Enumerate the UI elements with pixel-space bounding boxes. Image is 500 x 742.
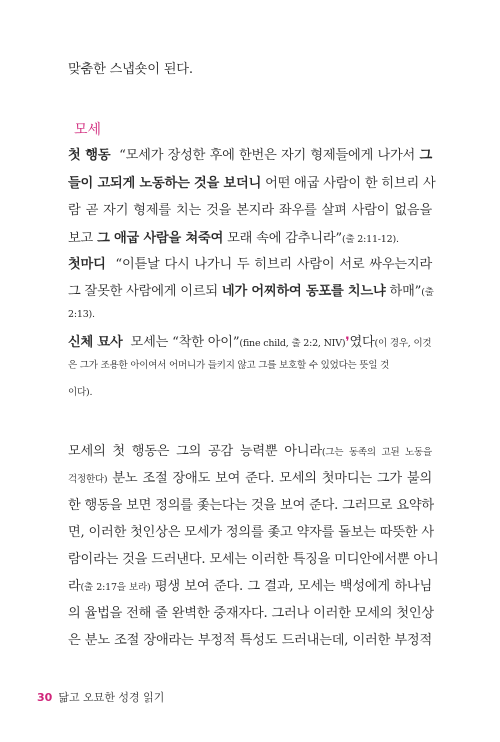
section-heading: 모세 [74,122,102,138]
first-act-label: 첫 행동 [68,148,111,163]
physical-line-1: 신체 묘사 모세는 “착한 아이”(fine child, 출 2:2, NIV)❜였다(이 경우, 이것 [68,335,432,350]
body-line-5: 람이라는 것을 드러낸다. 모세는 이러한 특징을 미디안에서뿐 아니 [68,552,439,567]
body-line-1: 모세의 첫 행동은 그의 공감 능력뿐 아니라(그는 동족의 고된 노동을 [68,444,432,459]
quote-mark-icon: ❜ [345,335,350,350]
first-words-label: 첫마디 [68,257,106,272]
first-words-reference: 2:13). [68,309,95,320]
first-act-line-2: 들이 고되게 노동하는 것을 보더니 어떤 애굽 사람이 한 히브리 사 [68,176,436,191]
running-title: 닮고 오묘한 성경 읽기 [58,691,165,704]
body-line-6: 라(출 2:17을 보라) 평생 보여 준다. 그 결과, 모세는 백성에게 하나님 [68,579,432,594]
first-words-line-2: 그 잘못한 사람에게 이르되 네가 어찌하여 동포를 치느냐 하매”(출 [68,284,434,299]
opening-line: 맞춤한 스냅숏이 된다. [68,62,193,77]
page-footer [37,689,164,705]
page-number: 30 [37,691,53,704]
physical-note-line-3: 이다). [68,387,93,398]
body-line-4: 면, 이러한 첫인상은 모세가 정의를 좇고 약자를 돌보는 따뜻한 사 [68,525,434,540]
body-line-7: 의 율법을 전해 줄 완벽한 중재자다. 그러나 이러한 모세의 첫인상 [68,606,434,621]
body-line-2: 걱정한다) 분노 조절 장애도 보여 준다. 모세의 첫마디는 그가 불의 [68,471,432,486]
first-words-line-1: 첫마디 “이튿날 다시 나가니 두 히브리 사람이 서로 싸우는지라 [68,257,432,272]
first-act-line-1: 첫 행동 “모세가 장성한 후에 한번은 자기 형제들에게 나가서 그 [68,148,432,163]
physical-label: 신체 묘사 [68,335,123,350]
body-line-8: 은 분노 조절 장애라는 부정적 특성도 드러내는데, 이러한 부정적 [68,633,432,648]
physical-note-line-2: 은 그가 조용한 아이여서 어머니가 들키지 않고 그를 보호할 수 있었다는 뜻일 것 [68,360,390,371]
first-act-reference: (출 2:11-12). [341,234,399,245]
first-act-line-4: 보고 그 애굽 사람을 쳐죽여 모래 속에 감추니라”(출 2:11-12). [68,231,399,246]
first-act-line-3: 람 곧 자기 형제를 치는 것을 본지라 좌우를 살펴 사람이 없음을 [68,203,432,218]
first-words-line-3 [68,306,432,321]
body-line-3: 한 행동을 보면 정의를 좇는다는 것을 보여 준다. 그러므로 요약하 [68,498,434,513]
